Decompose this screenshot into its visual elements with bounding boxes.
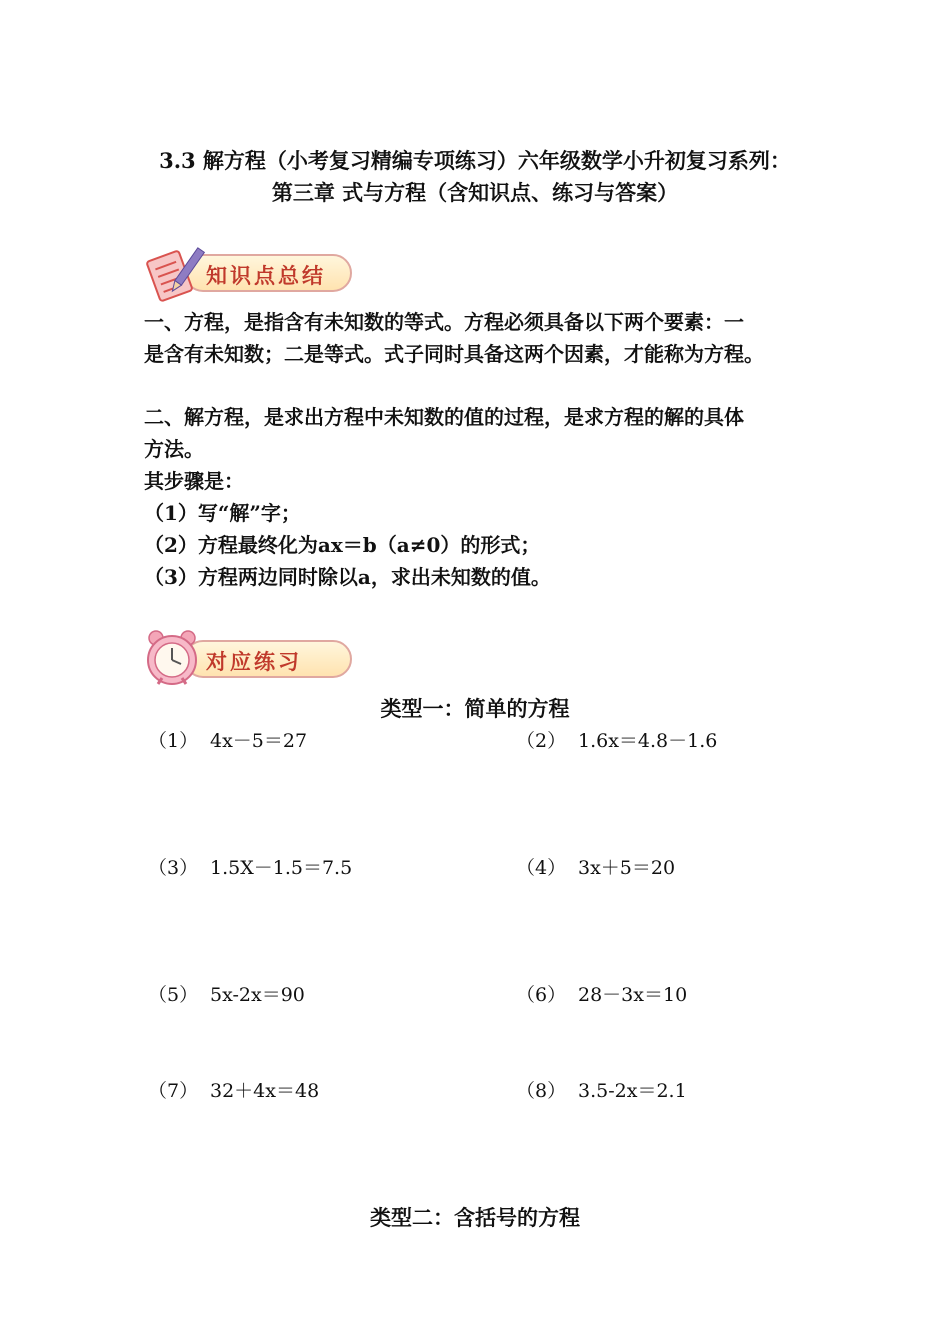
summary-badge <box>142 242 354 302</box>
notepad-pencil-icon <box>142 242 212 304</box>
knowledge-p1-line2: 是含有未知数；二是等式。式子同时具备这两个因素，才能称为方程。 <box>144 342 764 366</box>
problem-equation: 1.6x＝4.8－1.6 <box>578 730 718 752</box>
problem-6 <box>516 981 687 1009</box>
knowledge-p2-line2: 方法。 <box>144 437 204 461</box>
problem-3 <box>148 854 352 882</box>
document-title-line2: 第三章 式与方程（含知识点、练习与答案） <box>271 180 679 205</box>
type2-heading: 类型二：含括号的方程 <box>370 1205 580 1230</box>
problem-number: （4） <box>516 857 567 879</box>
alarm-clock-icon <box>142 628 204 690</box>
problem-equation: 1.5X－1.5＝7.5 <box>210 857 353 879</box>
steps-title: 其步骤是： <box>144 469 244 493</box>
practice-badge-pill <box>184 640 352 678</box>
step-2: （2）方程最终化为ax＝b（a≠0）的形式； <box>144 533 541 557</box>
practice-badge <box>142 628 354 688</box>
type1-heading: 类型一：简单的方程 <box>380 696 570 721</box>
document-title-line1: 3.3 解方程（小考复习精编专项练习）六年级数学小升初复习系列： <box>159 148 791 173</box>
problem-equation: 32＋4x＝48 <box>210 1080 320 1102</box>
problem-equation: 5x-2x＝90 <box>210 984 305 1006</box>
summary-badge-label: 知识点总结 <box>206 264 326 288</box>
knowledge-p2-line1: 二、解方程，是求出方程中未知数的值的过程，是求方程的解的具体 <box>144 405 744 429</box>
problem-equation: 3x＋5＝20 <box>578 857 676 879</box>
problem-4 <box>516 854 675 882</box>
problem-number: （5） <box>148 984 199 1006</box>
problem-equation: 4x－5＝27 <box>210 730 308 752</box>
step-3: （3）方程两边同时除以a，求出未知数的值。 <box>144 565 551 589</box>
problem-7 <box>148 1077 319 1105</box>
problem-equation: 28－3x＝10 <box>578 984 688 1006</box>
problem-1 <box>148 727 307 755</box>
problem-2 <box>516 727 717 755</box>
problem-number: （3） <box>148 857 199 879</box>
step-1: （1）写“解”字； <box>144 501 301 525</box>
problem-number: （2） <box>516 730 567 752</box>
problem-number: （7） <box>148 1080 199 1102</box>
problem-number: （6） <box>516 984 567 1006</box>
problem-5 <box>148 981 305 1009</box>
knowledge-p1-line1: 一、方程，是指含有未知数的等式。方程必须具备以下两个要素：一 <box>144 310 744 334</box>
problem-number: （8） <box>516 1080 567 1102</box>
problem-equation: 3.5-2x＝2.1 <box>578 1080 687 1102</box>
problem-8 <box>516 1077 687 1105</box>
practice-badge-label: 对应练习 <box>206 650 302 674</box>
problem-number: （1） <box>148 730 199 752</box>
